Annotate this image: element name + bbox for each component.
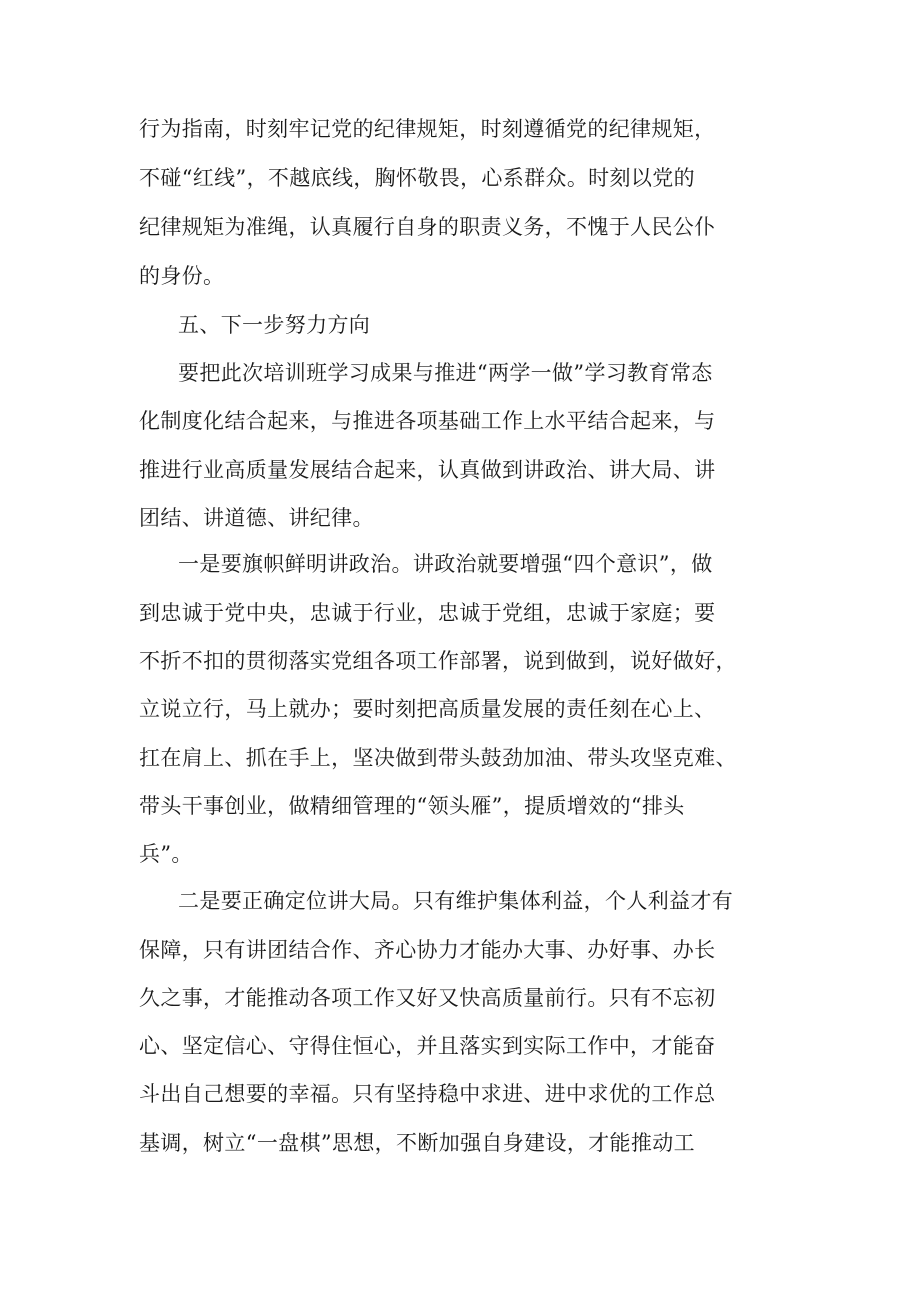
text-line: 行为指南，时刻牢记党的纪律规矩，时刻遵循党的纪律规矩， (139, 117, 716, 141)
text-line: 的身份。 (139, 264, 225, 288)
text-line: 不碰“红线”，不越底线，胸怀敬畏，心系群众。时刻以党的 (139, 166, 695, 190)
text-line: 要把此次培训班学习成果与推进“两学一做”学习教育常态 (178, 361, 713, 385)
text-line: 立说立行，马上就办；要时刻把高质量发展的责任刻在心上、 (139, 697, 716, 721)
text-line: 一是要旗帜鲜明讲政治。讲政治就要增强“四个意识”，做 (178, 552, 713, 576)
text-line: 基调，树立“一盘棋”思想，不断加强自身建设，才能推动工 (139, 1131, 695, 1155)
text-line: 纪律规矩为准绳，认真履行自身的职责义务，不愧于人民公仆 (139, 215, 716, 239)
text-line: 到忠诚于党中央，忠诚于行业，忠诚于党组，忠诚于家庭；要 (139, 601, 716, 625)
text-line: 兵”。 (139, 842, 193, 866)
text-line: 团结、讲道德、讲纪律。 (139, 506, 374, 530)
text-line: 二是要正确定位讲大局。只有维护集体利益，个人利益才有 (178, 889, 734, 913)
text-line: 推进行业高质量发展结合起来，认真做到讲政治、讲大局、讲 (139, 458, 716, 482)
text-line: 久之事，才能推动各项工作又好又快高质量前行。只有不忘初 (139, 986, 716, 1010)
section-heading: 五、下一步努力方向 (178, 313, 371, 337)
text-line: 化制度化结合起来，与推进各项基础工作上水平结合起来，与 (139, 409, 716, 433)
text-line: 带头干事创业，做精细管理的“领头雁”，提质增效的“排头 (139, 794, 685, 818)
text-line: 扛在肩上、抓在手上，坚决做到带头鼓劲加油、带头攻坚克难、 (139, 746, 737, 770)
text-line: 斗出自己想要的幸福。只有坚持稳中求进、进中求优的工作总 (139, 1082, 716, 1106)
text-line: 不折不扣的贯彻落实党组各项工作部署，说到做到，说好做好， (139, 649, 737, 673)
text-line: 心、坚定信心、守得住恒心，并且落实到实际工作中，才能奋 (139, 1034, 716, 1058)
text-line: 保障，只有讲团结合作、齐心协力才能办大事、办好事、办长 (139, 938, 716, 962)
